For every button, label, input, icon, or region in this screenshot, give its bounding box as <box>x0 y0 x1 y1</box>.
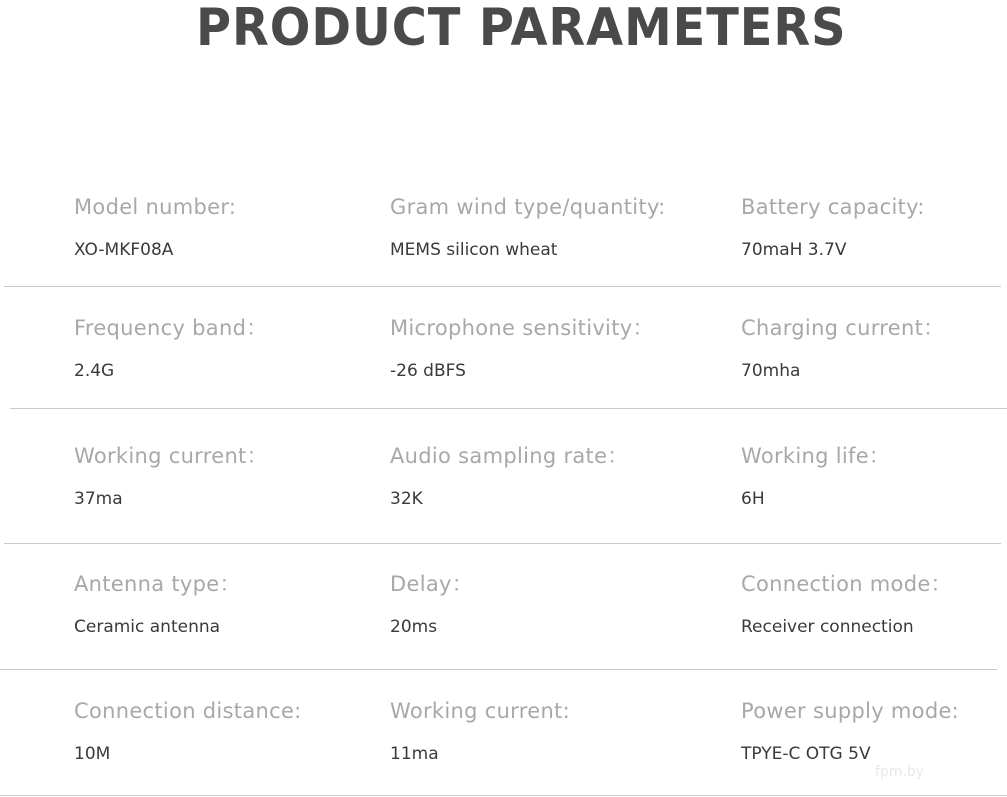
row-divider <box>0 669 997 670</box>
param-antenna-type <box>74 571 241 638</box>
param-label: Battery capacity: <box>741 195 925 219</box>
param-value: -26 dBFS <box>390 361 466 381</box>
page-title: PRODUCT PARAMETERS <box>196 0 847 58</box>
param-microphone-sensitivity <box>390 315 654 382</box>
param-label: Antenna type： <box>74 572 241 596</box>
param-value: 37ma <box>74 489 123 509</box>
row-divider <box>0 795 1007 796</box>
param-charging-current <box>741 315 944 382</box>
param-value: XO-MKF08A <box>74 240 174 260</box>
param-value: 70mha <box>741 361 801 381</box>
param-delay <box>390 571 473 638</box>
param-audio-sampling-rate <box>390 443 629 510</box>
param-label: Connection distance: <box>74 699 302 723</box>
param-value: Receiver connection <box>741 617 914 637</box>
param-label: Working current： <box>74 444 268 468</box>
param-value: 10M <box>74 744 111 764</box>
param-model-number <box>74 194 236 261</box>
param-value: 11ma <box>390 744 439 764</box>
param-label: Microphone sensitivity： <box>390 316 654 340</box>
param-label: Working life： <box>741 444 891 468</box>
row-divider <box>4 286 1001 287</box>
param-power-supply-mode <box>741 698 959 765</box>
param-value: TPYE-C OTG 5V <box>741 744 871 764</box>
param-value: 20ms <box>390 617 438 637</box>
param-label: Gram wind type/quantity: <box>390 195 666 219</box>
param-label: Power supply mode: <box>741 699 960 723</box>
param-label: Charging current： <box>741 316 945 340</box>
param-label: Working current: <box>390 699 570 723</box>
row-divider <box>10 408 1007 409</box>
param-value: Ceramic antenna <box>74 617 221 637</box>
param-value: 70maH 3.7V <box>741 240 847 260</box>
param-connection-distance <box>74 698 302 765</box>
param-label: Audio sampling rate： <box>390 444 629 468</box>
param-label: Delay： <box>390 572 474 596</box>
param-label: Connection mode： <box>741 572 952 596</box>
row-divider <box>4 543 1001 544</box>
param-value: 2.4G <box>74 361 115 381</box>
param-battery-capacity <box>741 194 925 261</box>
param-connection-mode <box>741 571 952 638</box>
watermark: fpm.by <box>875 764 925 780</box>
param-frequency-band <box>74 315 268 382</box>
param-working-life <box>741 443 890 510</box>
param-value: MEMS silicon wheat <box>390 240 558 260</box>
param-gram-wind-type <box>390 194 666 261</box>
param-working-current <box>74 443 268 510</box>
param-label: Frequency band： <box>74 316 268 340</box>
param-working-current-2 <box>390 698 570 765</box>
param-value: 6H <box>741 489 765 509</box>
param-label: Model number: <box>74 195 237 219</box>
param-value: 32K <box>390 489 423 509</box>
